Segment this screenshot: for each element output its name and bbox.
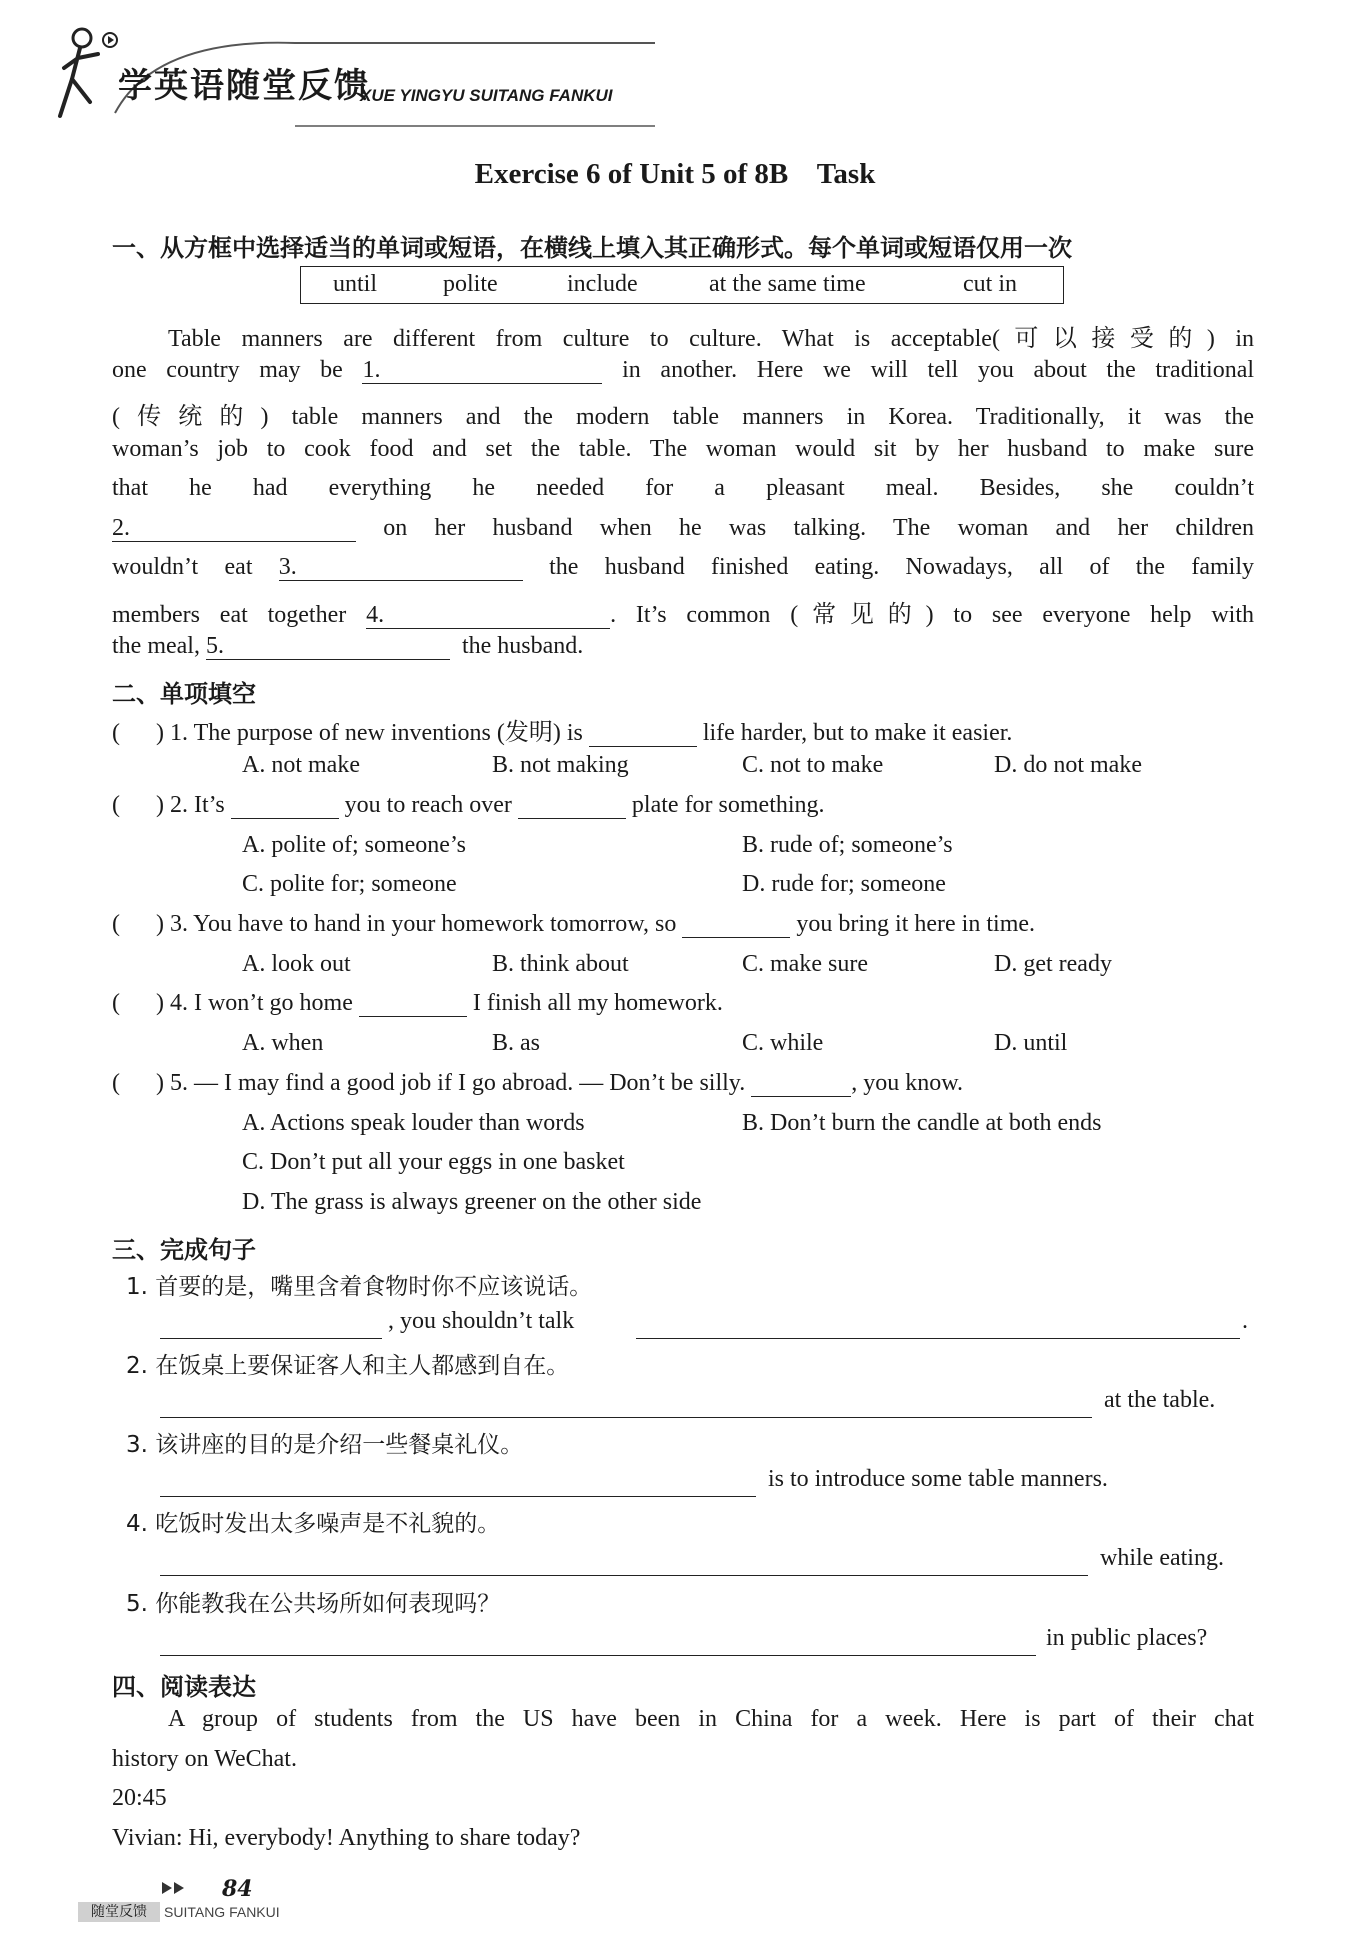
double-arrow-icon: [160, 1880, 190, 1896]
word-box: [300, 266, 1064, 304]
answer-line[interactable]: [160, 1417, 1092, 1418]
question-blank[interactable]: [359, 990, 467, 1017]
option[interactable]: D. rude for; someone: [742, 871, 946, 897]
section4-heading: 四、阅读表达: [112, 1673, 256, 1701]
page-number: 84: [222, 1876, 253, 1902]
answer-bracket[interactable]: ( ): [112, 720, 164, 746]
word-option: at the same time: [709, 271, 866, 297]
answer-line[interactable]: [160, 1338, 382, 1339]
blank-4[interactable]: 4.: [366, 602, 610, 629]
sentence-cn: 2. 在饭桌上要保证客人和主人都感到自在。: [126, 1353, 570, 1379]
chat-time: 20:45: [112, 1785, 167, 1811]
blank-3[interactable]: 3.: [279, 554, 523, 581]
question-3: ( ) 3. You have to hand in your homework tomorrow, so you bring it here in time.: [112, 911, 1036, 937]
option[interactable]: D. do not make: [994, 752, 1142, 778]
answer-bracket[interactable]: ( ): [112, 792, 164, 818]
blank-2[interactable]: 2.: [112, 515, 356, 542]
sentence-end: in public places?: [1046, 1625, 1208, 1651]
question-blank[interactable]: [751, 1070, 851, 1097]
word-option: polite: [443, 271, 498, 297]
page-title: Exercise 6 of Unit 5 of 8B Task: [474, 158, 876, 190]
option[interactable]: C. polite for; someone: [242, 871, 457, 897]
option[interactable]: C. while: [742, 1030, 824, 1056]
option[interactable]: C. not to make: [742, 752, 884, 778]
option[interactable]: C. Don’t put all your eggs in one basket: [242, 1149, 625, 1175]
blank-1[interactable]: 1.: [362, 357, 602, 384]
header-title-en: XUE YINGYU SUITANG FANKUI: [360, 86, 613, 105]
option[interactable]: B. Don’t burn the candle at both ends: [742, 1110, 1102, 1136]
option[interactable]: A. when: [242, 1030, 324, 1056]
word-option: include: [567, 271, 638, 297]
option[interactable]: D. until: [994, 1030, 1068, 1056]
passage-line: woman’s job to cook food and set the table. The woman would sit by her husband to make sure: [112, 436, 1254, 462]
sentence-end: at the table.: [1104, 1387, 1216, 1413]
answer-line[interactable]: [160, 1655, 1036, 1656]
sentence-end: is to introduce some table manners.: [768, 1466, 1108, 1492]
reading-intro-line: A group of students from the US have been in China for a week. Here is part of their chat: [168, 1706, 1254, 1732]
sentence-cn: 3. 该讲座的目的是介绍一些餐桌礼仪。: [126, 1432, 524, 1458]
runner-logo-icon: [50, 24, 120, 124]
question-1: ( ) 1. The purpose of new inventions (发明) is life harder, but to make it easier.: [112, 720, 1013, 746]
word-option: cut in: [963, 271, 1017, 297]
option[interactable]: A. not make: [242, 752, 360, 778]
passage-line: members eat together 4. . It’s common (常见的) to see everyone help with: [112, 602, 1255, 628]
option[interactable]: D. get ready: [994, 951, 1112, 977]
reading-intro-line: history on WeChat.: [112, 1746, 297, 1772]
passage-line: wouldn’t eat 3. the husband finished eating. Nowadays, all of the family: [112, 554, 1254, 580]
question-4: ( ) 4. I won’t go home I finish all my homework.: [112, 990, 723, 1016]
answer-line[interactable]: [636, 1338, 1240, 1339]
question-blank[interactable]: [589, 720, 697, 747]
footer-badge: 随堂反馈: [78, 1902, 160, 1922]
sentence-cn: 5. 你能教我在公共场所如何表现吗？: [126, 1591, 501, 1617]
sentence-cn: 1. 首要的是，嘴里含着食物时你不应该说话。: [126, 1274, 593, 1300]
blank-5[interactable]: 5.: [206, 633, 450, 660]
option[interactable]: B. think about: [492, 951, 629, 977]
answer-bracket[interactable]: ( ): [112, 1070, 164, 1096]
section2-heading: 二、单项填空: [112, 680, 256, 708]
option[interactable]: C. make sure: [742, 951, 868, 977]
passage-line: 2. on her husband when he was talking. The woman and her children: [112, 515, 1255, 541]
question-2: ( ) 2. It’s you to reach over plate for something.: [112, 792, 825, 818]
passage-line: one country may be 1. in another. Here we will tell you about the traditional: [112, 357, 1255, 383]
option[interactable]: A. polite of; someone’s: [242, 832, 466, 858]
header-title-cn: 学英语随堂反馈: [118, 66, 370, 106]
answer-line[interactable]: [160, 1575, 1088, 1576]
answer-bracket[interactable]: ( ): [112, 911, 164, 937]
passage-line: (传统的) table manners and the modern table manners in Korea. Traditionally, it was the: [112, 404, 1254, 430]
question-blank[interactable]: [682, 911, 790, 938]
footer-label: SUITANG FANKUI: [164, 1904, 280, 1920]
passage-line: Table manners are different from culture to culture. What is acceptable(可以接受的) in: [168, 326, 1254, 352]
option[interactable]: B. as: [492, 1030, 540, 1056]
option[interactable]: B. not making: [492, 752, 629, 778]
passage-line: that he had everything he needed for a pleasant meal. Besides, she couldn’t: [112, 475, 1254, 501]
sentence-end: while eating.: [1100, 1545, 1224, 1571]
answer-bracket[interactable]: ( ): [112, 990, 164, 1016]
option[interactable]: D. The grass is always greener on the other side: [242, 1189, 702, 1215]
word-option: until: [333, 271, 378, 297]
question-blank[interactable]: [231, 792, 339, 819]
option[interactable]: A. look out: [242, 951, 351, 977]
section1-heading: 一、从方框中选择适当的单词或短语，在横线上填入其正确形式。每个单词或短语仅用一次: [112, 234, 1072, 262]
question-blank[interactable]: [518, 792, 626, 819]
chat-message: Vivian: Hi, everybody! Anything to share today?: [112, 1825, 581, 1851]
question-5: ( ) 5. — I may find a good job if I go abroad. — Don’t be silly. , you know.: [112, 1070, 964, 1096]
option[interactable]: B. rude of; someone’s: [742, 832, 953, 858]
answer-line[interactable]: [160, 1496, 756, 1497]
sentence-cn: 4. 吃饭时发出太多噪声是不礼貌的。: [126, 1511, 501, 1537]
passage-line: the meal, 5. the husband.: [112, 633, 584, 659]
section3-heading: 三、完成句子: [112, 1236, 256, 1264]
sentence-end: .: [1242, 1308, 1248, 1334]
option[interactable]: A. Actions speak louder than words: [242, 1110, 585, 1136]
sentence-mid: , you shouldn’t talk: [388, 1308, 575, 1334]
